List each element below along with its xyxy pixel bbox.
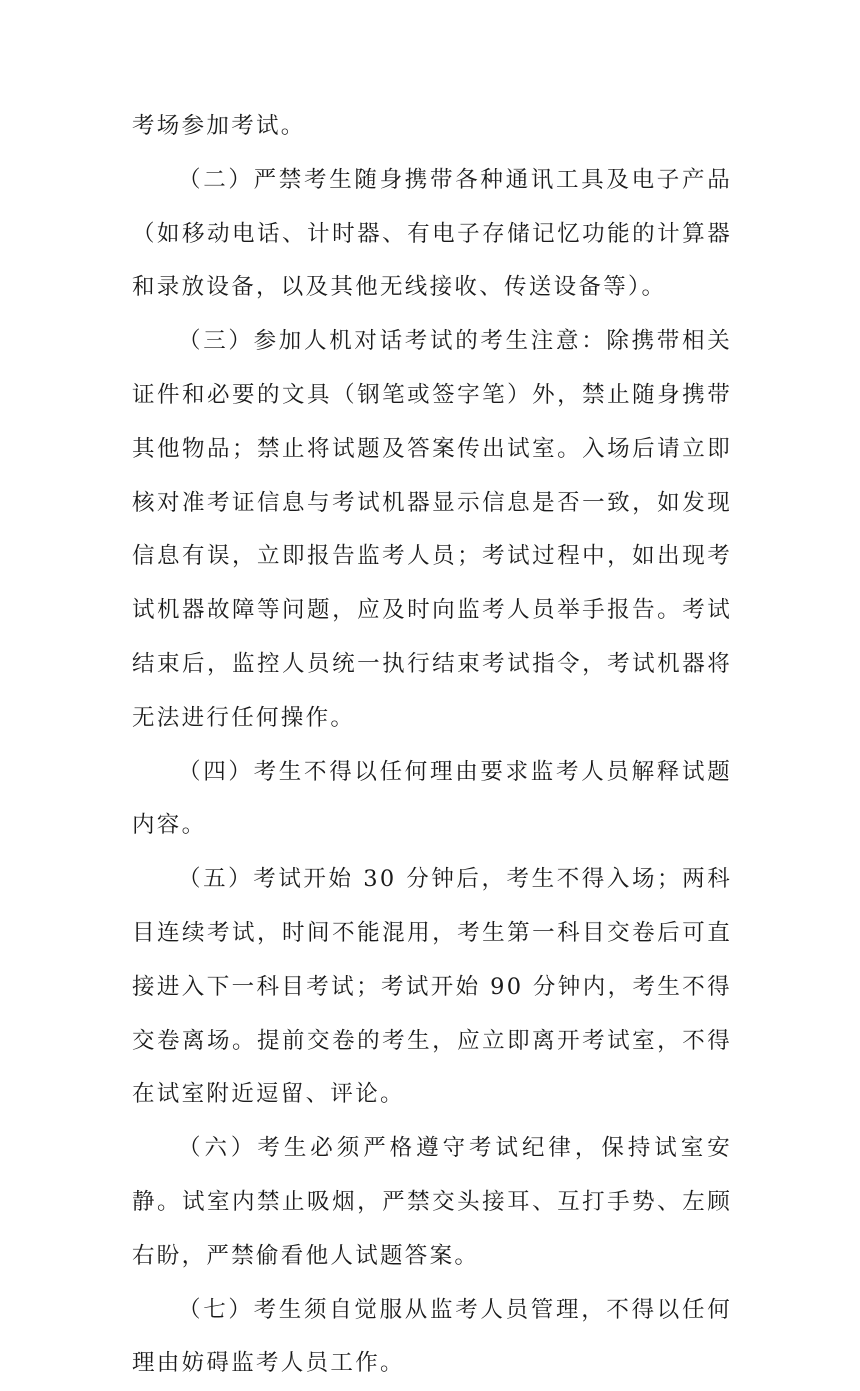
paragraph-item-6: （六）考生必须严格遵守考试纪律，保持试室安静。试室内禁止吸烟，严禁交头接耳、互打手势、左顾右盼，严禁偷看他人试题答案。: [132, 1135, 732, 1269]
paragraph-item-3: （三）参加人机对话考试的考生注意：除携带相关证件和必要的文具（钢笔或签字笔）外，禁止随身携带其他物品；禁止将试题及答案传出试室。入场后请立即核对准考证信息与考试机器显示信息是否一致，如发现信息有误，立即报告监考人员；考试过程中，如出现考试机器故障等问题，应及时向监考人员举手报告。考试结束后，监控人员统一执行结束考试指令，考试机器将无法进行任何操作。: [132, 328, 732, 731]
paragraph-item-4: （四）考生不得以任何理由要求监考人员解释试题内容。: [132, 758, 732, 839]
paragraph-continuation: 考场参加考试。: [132, 113, 306, 139]
paragraph-item-2: （二）严禁考生随身携带各种通讯工具及电子产品（如移动电话、计时器、有电子存储记忆功能的计算器和录放设备，以及其他无线接收、传送设备等）。: [132, 166, 732, 301]
paragraph-item-7: （七）考生须自觉服从监考人员管理，不得以任何理由妨碍监考人员工作。: [132, 1296, 732, 1377]
paragraph-item-5: （五）考试开始 30 分钟后，考生不得入场；两科目连续考试，时间不能混用，考生第一科目交卷后可直接进入下一科目考试；考试开始 90 分钟内，考生不得交卷离场。提前交卷的考生，应立即离开考试室，不得在试室附近逗留、评论。: [132, 866, 732, 1108]
document-body: [132, 100, 732, 1391]
